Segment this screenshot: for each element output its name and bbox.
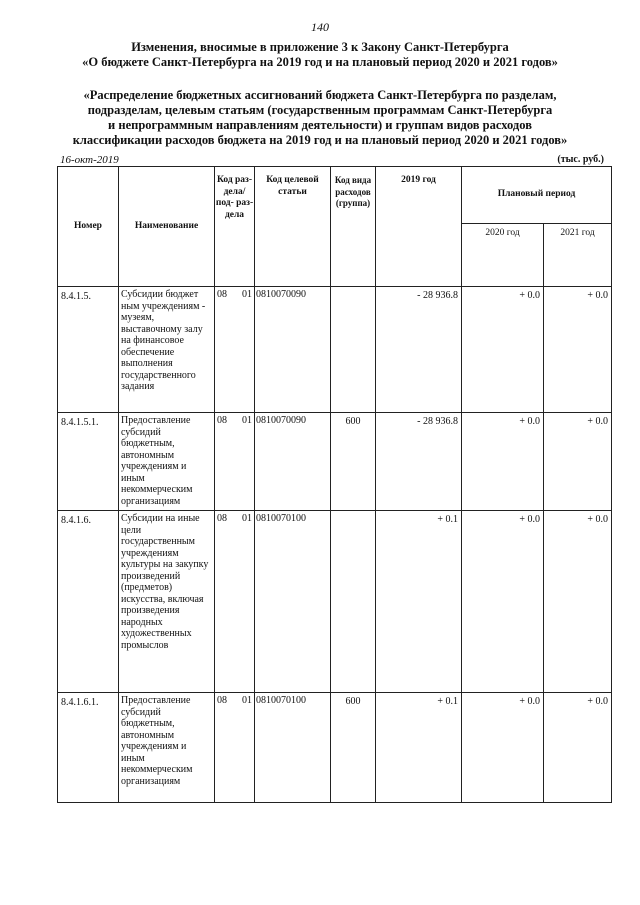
row-name: Субсидии бюджет ным учреждениям - музеям, выставочному залу на финансовое обеспечение выполнения государственного задания <box>119 287 215 413</box>
row-section <box>215 413 255 511</box>
budget-table <box>57 166 612 803</box>
col-header-2019: 2019 год <box>376 167 462 287</box>
document-date: 16-окт-2019 <box>60 154 119 166</box>
row-2021: + 0.0 <box>544 413 612 511</box>
row-2021: + 0.0 <box>544 511 612 693</box>
row-group <box>331 511 376 693</box>
row-2021: + 0.0 <box>544 693 612 803</box>
row-2019: - 28 936.8 <box>376 287 462 413</box>
table-row <box>58 413 612 511</box>
header-line-1: Изменения, вносимые в приложение 3 к Закону Санкт-Петербурга <box>131 40 509 54</box>
row-2020: + 0.0 <box>462 287 544 413</box>
row-group: 600 <box>331 693 376 803</box>
row-number: 8.4.1.6. <box>58 511 119 693</box>
row-target: 0810070090 <box>255 287 331 413</box>
table-row <box>58 693 612 803</box>
col-header-2020: 2020 год <box>462 224 544 287</box>
row-2020: + 0.0 <box>462 511 544 693</box>
table-row <box>58 511 612 693</box>
row-2019: + 0.1 <box>376 693 462 803</box>
subtitle-line-4: классификации расходов бюджета на 2019 год и на плановый период 2020 и 2021 годов» <box>72 133 568 147</box>
col-header-section: Код раз- дела/ под- раз- дела <box>215 167 255 287</box>
col-header-group: Код вида расходов (группа) <box>331 167 376 287</box>
section-code: 08 <box>217 513 227 524</box>
header-line-2: «О бюджете Санкт-Петербурга на 2019 год и на плановый период 2020 и 2021 годов» <box>82 55 558 69</box>
row-group <box>331 287 376 413</box>
row-group: 600 <box>331 413 376 511</box>
section-code: 08 <box>217 695 227 706</box>
row-2021: + 0.0 <box>544 287 612 413</box>
col-header-planned-period: Плановый период <box>462 167 612 224</box>
row-section <box>215 693 255 803</box>
subsection-code: 01 <box>242 415 252 426</box>
row-target: 0810070100 <box>255 511 331 693</box>
row-number: 8.4.1.5. <box>58 287 119 413</box>
col-header-name: Наименование <box>119 167 215 287</box>
col-header-number: Номер <box>58 167 119 287</box>
subtitle-line-1: «Распределение бюджетных ассигнований бюджета Санкт-Петербурга по разделам, <box>83 88 557 102</box>
document-subtitle <box>0 88 640 148</box>
row-2019: + 0.1 <box>376 511 462 693</box>
row-name: Субсидии на иные цели государственным учреждениям культуры на закупку произведений (предметов) искусства, включая произведения народных художественных промыслов <box>119 511 215 693</box>
row-target: 0810070100 <box>255 693 331 803</box>
row-target: 0810070090 <box>255 413 331 511</box>
row-2020: + 0.0 <box>462 693 544 803</box>
subsection-code: 01 <box>242 289 252 300</box>
row-number: 8.4.1.5.1. <box>58 413 119 511</box>
row-2020: + 0.0 <box>462 413 544 511</box>
subsection-code: 01 <box>242 695 252 706</box>
col-header-2021: 2021 год <box>544 224 612 287</box>
row-name: Предоставление субсидий бюджетным, автономным учреждениям и иным некоммерческим организациям <box>119 413 215 511</box>
section-code: 08 <box>217 289 227 300</box>
page-number: 140 <box>311 20 329 34</box>
row-2019: - 28 936.8 <box>376 413 462 511</box>
col-header-target: Код целевой статьи <box>255 167 331 287</box>
subtitle-line-2: подразделам, целевым статьям (государственным программам Санкт-Петербурга <box>87 103 553 117</box>
section-code: 08 <box>217 415 227 426</box>
document-header <box>0 40 640 70</box>
units-label: (тыс. руб.) <box>557 154 604 165</box>
table-row <box>58 287 612 413</box>
subtitle-line-3: и непрограммным направлениям деятельности) и группам видов расходов <box>108 118 532 132</box>
row-name: Предоставление субсидий бюджетным, автономным учреждениям и иным некоммерческим организациям <box>119 693 215 803</box>
row-number: 8.4.1.6.1. <box>58 693 119 803</box>
row-section <box>215 511 255 693</box>
subsection-code: 01 <box>242 513 252 524</box>
row-section <box>215 287 255 413</box>
